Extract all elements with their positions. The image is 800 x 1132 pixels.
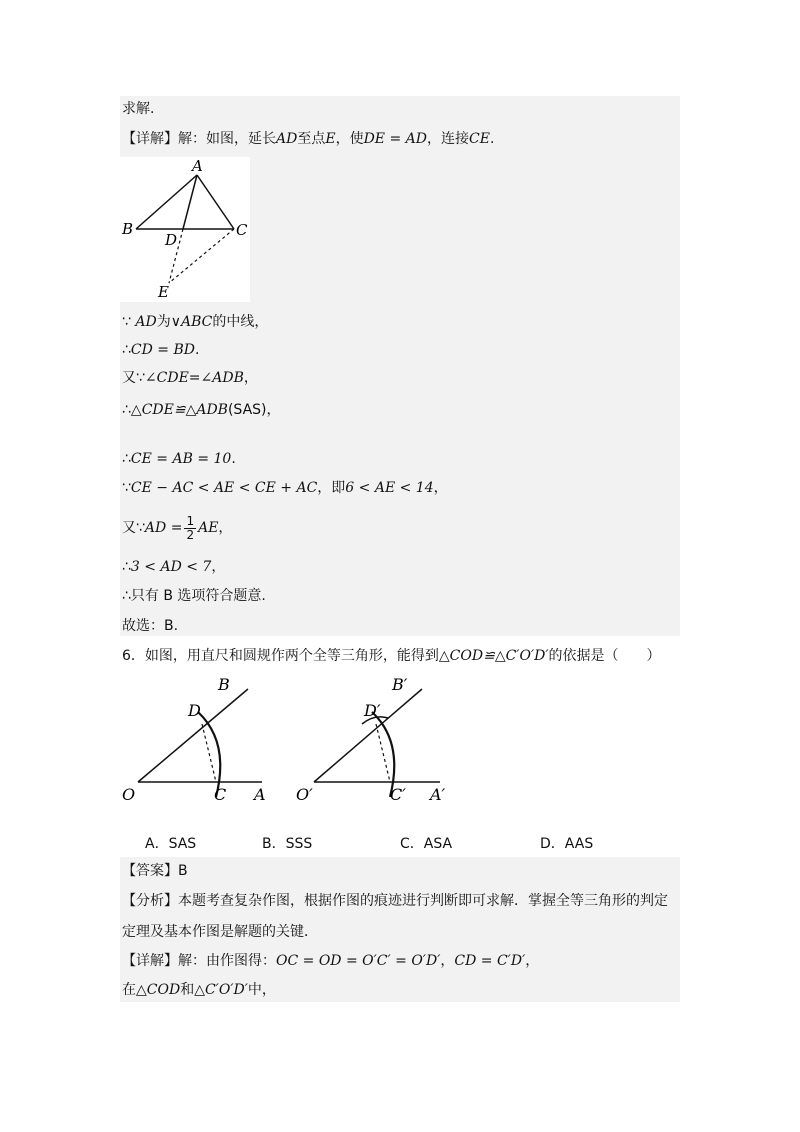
label-B: B	[122, 220, 134, 238]
line-choose-b: 故选：B.	[122, 618, 179, 634]
line-inequality: ∵CE − AC < AE < CE + AC，即6 < AE < 14，	[122, 480, 448, 496]
label-E: E	[158, 283, 169, 301]
line-in-triangles: 在△COD和△C′O′D′中，	[122, 982, 276, 998]
option-c: C．ASA	[400, 836, 453, 852]
line-answer: 【答案】B	[122, 863, 188, 879]
line-angles: 又∵∠CDE=∠ADB，	[122, 370, 258, 386]
analysis-tag: 【分析】	[122, 893, 178, 909]
label-A: A	[254, 785, 266, 804]
line-only-b: ∴只有 B 选项符合题意.	[122, 588, 266, 604]
detail-tag: 【详解】	[122, 131, 178, 147]
line-analysis-2: 定理及基本作图是解题的关键．	[122, 924, 318, 940]
label-C: C	[236, 221, 248, 239]
line-ce-ab: ∴CE = AB = 10.	[122, 451, 236, 467]
detail-tag-2: 【详解】	[122, 953, 178, 969]
label-B-prime: B′	[392, 675, 408, 694]
figure-angle-aob-prime	[292, 672, 462, 807]
line-cd-bd: ∴CD = BD.	[122, 342, 200, 358]
option-b: B．SSS	[262, 836, 313, 852]
label-C: C	[214, 785, 227, 804]
label-O-prime: O′	[296, 785, 313, 804]
line-median: ∵ AD为∨ABC的中线，	[122, 314, 269, 330]
fraction-one-half: $\frac{1}{2}$	[186, 513, 195, 542]
figure-triangle-abc	[120, 157, 250, 302]
label-D-prime: D′	[364, 701, 381, 720]
label-O: O	[122, 785, 136, 804]
figure-angle-aob	[120, 672, 280, 807]
label-B: B	[218, 675, 230, 694]
label-A-prime: A′	[430, 785, 446, 804]
label-D: D	[188, 701, 201, 720]
answer-tag: 【答案】	[122, 863, 178, 879]
line-analysis-1: 【分析】本题考查复杂作图，根据作图的痕迹进行判断即可求解．掌握全等三角形的判定	[122, 893, 668, 909]
line-ad-range: ∴3 < AD < 7，	[122, 559, 226, 575]
label-A: A	[192, 157, 203, 175]
line-detail-2: 【详解】解：由作图得：OC = OD = O′C′ = O′D′，CD = C′D′，	[122, 953, 540, 969]
label-C-prime: C′	[390, 785, 406, 804]
line-congruent: ∴△CDE≌△ADB(SAS)，	[122, 402, 281, 418]
line-ad-half-ae: 又∵AD = $\frac{1}{2}$ AE，	[122, 513, 233, 542]
line-qiujie: 求解.	[122, 101, 155, 117]
line-detail-intro: 【详解】解：如图，延长AD至点E，使DE = AD，连接CE.	[122, 131, 495, 147]
option-a: A．SAS	[145, 836, 197, 852]
label-D: D	[165, 231, 178, 249]
option-d: D．AAS	[540, 836, 594, 852]
question-6-text: 6．如图，用直尺和圆规作两个全等三角形，能得到△COD≌△C′O′D′的依据是（ ）	[122, 648, 661, 664]
